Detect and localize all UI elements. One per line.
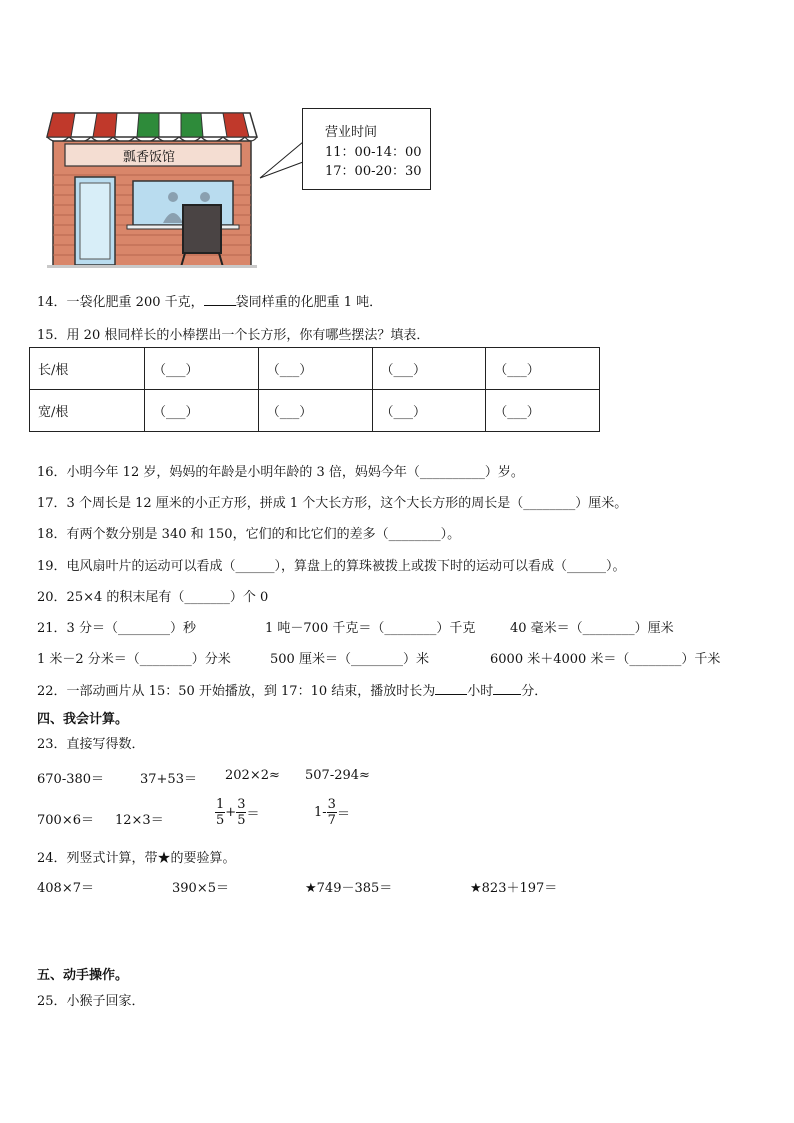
question-21c: 40 毫米＝（________）厘米 <box>510 621 674 636</box>
question-21f: 6000 米＋4000 米＝（________）千米 <box>490 652 721 667</box>
answer-cell[interactable]: （___） <box>145 390 259 432</box>
calc-item: 12×3＝ <box>115 813 164 828</box>
question-20: 20．25×4 的积末尾有（_______）个 0 <box>37 590 269 605</box>
vertical-calc-item: 390×5＝ <box>172 881 229 896</box>
question-19: 19．电风扇叶片的运动可以看成（______），算盘上的算珠被拨上或拨下时的运动可以看成（______）。 <box>37 559 626 574</box>
calc-item: 670-380＝ <box>37 772 105 787</box>
fraction-subtraction: 1- $\frac{3}{7}$ ＝ <box>314 797 350 828</box>
question-21b: 1 吨－700 千克＝（________）千克 <box>265 621 476 636</box>
fraction: $\frac{3}{5}$ <box>237 797 246 828</box>
answer-cell[interactable]: （___） <box>486 390 600 432</box>
calc-item: 507-294≈ <box>305 768 370 783</box>
awning <box>47 113 257 142</box>
question-16: 16．小明今年 12 岁，妈妈的年龄是小明年龄的 3 倍，妈妈今年（__________）岁。 <box>37 465 524 480</box>
question-25: 25．小猴子回家． <box>37 994 145 1009</box>
answer-cell[interactable]: （___） <box>258 348 372 390</box>
answer-blank[interactable] <box>493 682 521 695</box>
answer-cell[interactable]: （___） <box>372 390 486 432</box>
answer-cell[interactable]: （___） <box>145 348 259 390</box>
question-21e: 500 厘米＝（________）米 <box>270 652 429 667</box>
question-22: 22．一部动画片从 15：50 开始播放，到 17：10 结束，播放时长为 小时 分． <box>37 684 548 699</box>
question-23: 23．直接写得数． <box>37 737 145 752</box>
business-hours-bubble <box>302 108 431 190</box>
hours-evening: 17：00-20：30 <box>325 164 422 179</box>
table-row <box>30 348 600 390</box>
rectangle-table <box>29 347 600 432</box>
question-14: 14．一袋化肥重 200 千克， 袋同样重的化肥重 1 吨． <box>37 295 383 310</box>
calc-item: 202×2≈ <box>225 768 280 783</box>
fraction: $\frac{1}{5}$ <box>216 797 225 828</box>
question-18: 18．有两个数分别是 340 和 150，它们的和比它们的差多（________）。 <box>37 527 461 542</box>
question-15: 15．用 20 根同样长的小棒摆出一个长方形，你有哪些摆法？填表． <box>37 328 430 343</box>
question-21d: 1 米－2 分米＝（________）分米 <box>37 652 231 667</box>
answer-blank[interactable] <box>204 293 236 306</box>
speech-bubble-tail <box>258 140 306 180</box>
table-row <box>30 390 600 432</box>
section-4-heading: 四、我会计算。 <box>37 712 129 727</box>
question-21a: 21．3 分＝（________）秒 <box>37 621 196 636</box>
section-5-heading: 五、动手操作。 <box>37 968 129 983</box>
answer-blank[interactable] <box>435 682 467 695</box>
vertical-calc-item: ★749－385＝ <box>305 881 393 896</box>
calc-item: 37+53＝ <box>140 772 197 787</box>
fraction-addition: $\frac{1}{5}$ + $\frac{3}{5}$ ＝ <box>216 797 260 828</box>
hours-title: 营业时间 <box>325 125 378 140</box>
question-17: 17．3 个周长是 12 厘米的小正方形，拼成 1 个大长方形，这个大长方形的周长是（________）厘米。 <box>37 496 628 511</box>
row-label-length: 长/根 <box>30 348 145 390</box>
chalkboard-stand <box>183 205 221 253</box>
question-24: 24．列竖式计算，带★的要验算。 <box>37 851 236 866</box>
answer-cell[interactable]: （___） <box>486 348 600 390</box>
hours-morning: 11：00-14：00 <box>325 145 422 160</box>
fraction: $\frac{3}{7}$ <box>327 797 336 828</box>
vertical-calc-item: ★823＋197＝ <box>470 881 558 896</box>
row-label-width: 宽/根 <box>30 390 145 432</box>
restaurant-illustration <box>45 105 260 270</box>
shop-sign-text: 瓢香饭馆 <box>123 150 176 165</box>
calc-item: 700×6＝ <box>37 813 94 828</box>
answer-cell[interactable]: （___） <box>372 348 486 390</box>
vertical-calc-item: 408×7＝ <box>37 881 94 896</box>
answer-cell[interactable]: （___） <box>258 390 372 432</box>
